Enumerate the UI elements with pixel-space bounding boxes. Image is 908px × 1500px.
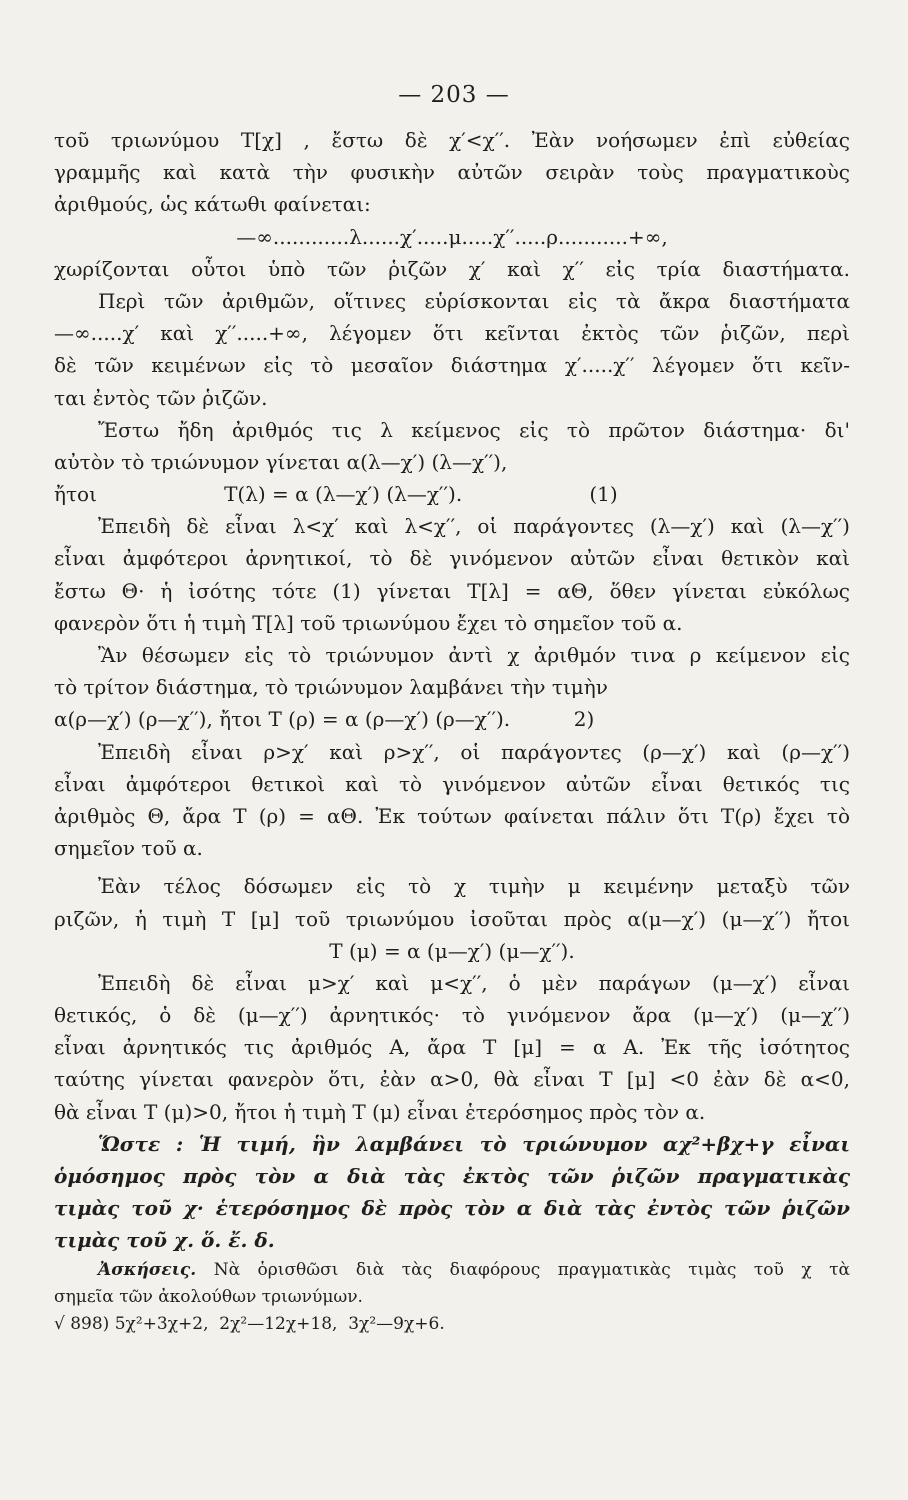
text-line: δὲ τῶν κειμένων εἰς τὸ μεσαῖον διάστημα χ′.....χ′′ λέγομεν ὅτι κεῖν- xyxy=(54,353,850,378)
equation-2: α(ρ—χ′) (ρ—χ′′), ἤτοι Τ (ρ) = α (ρ—χ′) (ρ—χ′′). 2) xyxy=(54,707,595,732)
equation-3: Τ (μ) = α (μ—χ′) (μ—χ′′). xyxy=(329,938,575,963)
text-line: Περὶ τῶν ἀριθμῶν, οἵτινες εὑρίσκονται εἰς τὰ ἄκρα διαστήματα xyxy=(98,288,850,313)
text-line: εἶναι ἀμφότεροι ἀρνητικοί, τὸ δὲ γινόμενον αὐτῶν εἶναι θετικὸν καὶ xyxy=(54,546,850,571)
page-number: — 203 — xyxy=(398,82,510,108)
theorem-line: τιμὰς τοῦ χ· ἑτερόσημος δὲ πρὸς τὸν α διὰ τὰς ἐντὸς τῶν ῥιζῶν xyxy=(54,1196,850,1221)
text-line: ριζῶν, ἡ τιμὴ Τ [μ] τοῦ τριωνύμου ἰσοῦται πρὸς α(μ—χ′) (μ—χ′′) ἤτοι xyxy=(54,906,850,931)
equation-1: ἤτοι Τ(λ) = α (λ—χ′) (λ—χ′′). (1) xyxy=(54,482,618,507)
text-line: Ἐπειδὴ δὲ εἶναι μ>χ′ καὶ μ<χ′′, ὁ μὲν παράγων (μ—χ′) εἶναι xyxy=(98,970,850,995)
text-line: εἶναι ἀμφότεροι θετικοὶ καὶ τὸ γινόμενον αὐτῶν εἶναι θετικός τις xyxy=(54,771,850,796)
text-line: θὰ εἶναι Τ (μ)>0, ἤτοι ἡ τιμὴ Τ (μ) εἶναι ἑτερόσημος πρὸς τὸν α. xyxy=(54,1099,706,1124)
text-line: ταύτης γίνεται φανερὸν ὅτι, ἐὰν α>0, θὰ εἶναι Τ [μ] <0 ἐὰν δὲ α<0, xyxy=(54,1067,850,1092)
text-line: φανερὸν ὅτι ἡ τιμὴ Τ[λ] τοῦ τριωνύμου ἔχει τὸ σημεῖον τοῦ α. xyxy=(54,610,683,635)
text-line: Ἐπειδὴ εἶναι ρ>χ′ καὶ ρ>χ′′, οἱ παράγοντες (ρ—χ′) καὶ (ρ—χ′′) xyxy=(98,739,850,764)
body-text xyxy=(54,124,850,1338)
exercises-text: Νὰ ὁρισθῶσι διὰ τὰς διαφόρους πραγματικὰς τιμὰς τοῦ χ τὰ xyxy=(213,1259,851,1280)
text-line: ἀριθμούς, ὡς κάτωθι φαίνεται: xyxy=(54,192,371,217)
theorem-line: τιμὰς τοῦ χ. ὅ. ἔ. δ. xyxy=(54,1228,275,1253)
text-line: σημεῖον τοῦ α. xyxy=(54,836,203,861)
text-line: θετικός, ὁ δὲ (μ—χ′′) ἀρνητικός· τὸ γινόμενον ἄρα (μ—χ′) (μ—χ′′) xyxy=(54,1003,850,1028)
text-line: χωρίζονται οὗτοι ὑπὸ τῶν ῥιζῶν χ′ καὶ χ′′ εἰς τρία διαστήματα. xyxy=(54,256,850,281)
number-line-formula: —∞............λ......χ′.....μ.....χ′′.....ρ...........+∞, xyxy=(236,224,668,249)
text-line: τὸ τρίτον διάστημα, τὸ τριώνυμον λαμβάνει τὴν τιμὴν xyxy=(54,675,608,700)
exercises-line: σημεῖα τῶν ἀκολούθων τριωνύμων. xyxy=(54,1286,363,1307)
text-line: γραμμῆς καὶ κατὰ τὴν φυσικὴν αὐτῶν σειρὰν τοὺς πραγματικοὺς xyxy=(54,160,850,185)
text-line: Ἐὰν τέλος δόσωμεν εἰς τὸ χ τιμὴν μ κειμένην μεταξὺ τῶν xyxy=(98,874,850,899)
exercises-heading xyxy=(54,1257,850,1284)
text-line: ἔστω Θ· ἡ ἰσότης τότε (1) γίνεται Τ[λ] = αΘ, ὅθεν γίνεται εὐκόλως xyxy=(54,578,850,603)
text-line: τοῦ τριωνύμου Τ[χ] , ἔστω δὲ χ′<χ′′. Ἐὰν νοήσωμεν ἐπὶ εὐθείας xyxy=(54,128,850,152)
exercise-898: √ 898) 5χ²+3χ+2, 2χ²—12χ+18, 3χ²—9χ+6. xyxy=(54,1313,445,1334)
exercises-label: Ἀσκήσεις. xyxy=(98,1259,197,1280)
text-line: ἀριθμὸς Θ, ἄρα Τ (ρ) = αΘ. Ἐκ τούτων φαίνεται πάλιν ὅτι Τ(ρ) ἔχει τὸ xyxy=(54,803,850,828)
text-line: Ἐπειδὴ δὲ εἶναι λ<χ′ καὶ λ<χ′′, οἱ παράγοντες (λ—χ′) καὶ (λ—χ′′) xyxy=(98,514,850,539)
text-line: Ἔστω ἤδη ἀριθμός τις λ κείμενος εἰς τὸ πρῶτον διάστημα· δι' xyxy=(98,417,850,442)
text-line: —∞.....χ′ καὶ χ′′.....+∞, λέγομεν ὅτι κεῖνται ἐκτὸς τῶν ῥιζῶν, περὶ xyxy=(54,321,850,346)
text-line: Ἂν θέσωμεν εἰς τὸ τριώνυμον ἀντὶ χ ἀριθμόν τινα ρ κείμενον εἰς xyxy=(98,643,850,667)
theorem-line: ὁμόσημος πρὸς τὸν α διὰ τὰς ἐκτὸς τῶν ῥιζῶν πραγματικὰς xyxy=(54,1164,850,1188)
text-line: εἶναι ἀρνητικός τις ἀριθμός Α, ἄρα Τ [μ] = α Α. Ἐκ τῆς ἰσότητος xyxy=(54,1035,850,1060)
text-line: αὐτὸν τὸ τριώνυμον γίνεται α(λ—χ′) (λ—χ′′), xyxy=(54,449,508,474)
text-line: ται ἐντὸς τῶν ῥιζῶν. xyxy=(54,385,268,410)
theorem-line: Ὥστε : Ἡ τιμή, ἣν λαμβάνει τὸ τριώνυμον αχ²+βχ+γ εἶναι xyxy=(98,1131,850,1156)
